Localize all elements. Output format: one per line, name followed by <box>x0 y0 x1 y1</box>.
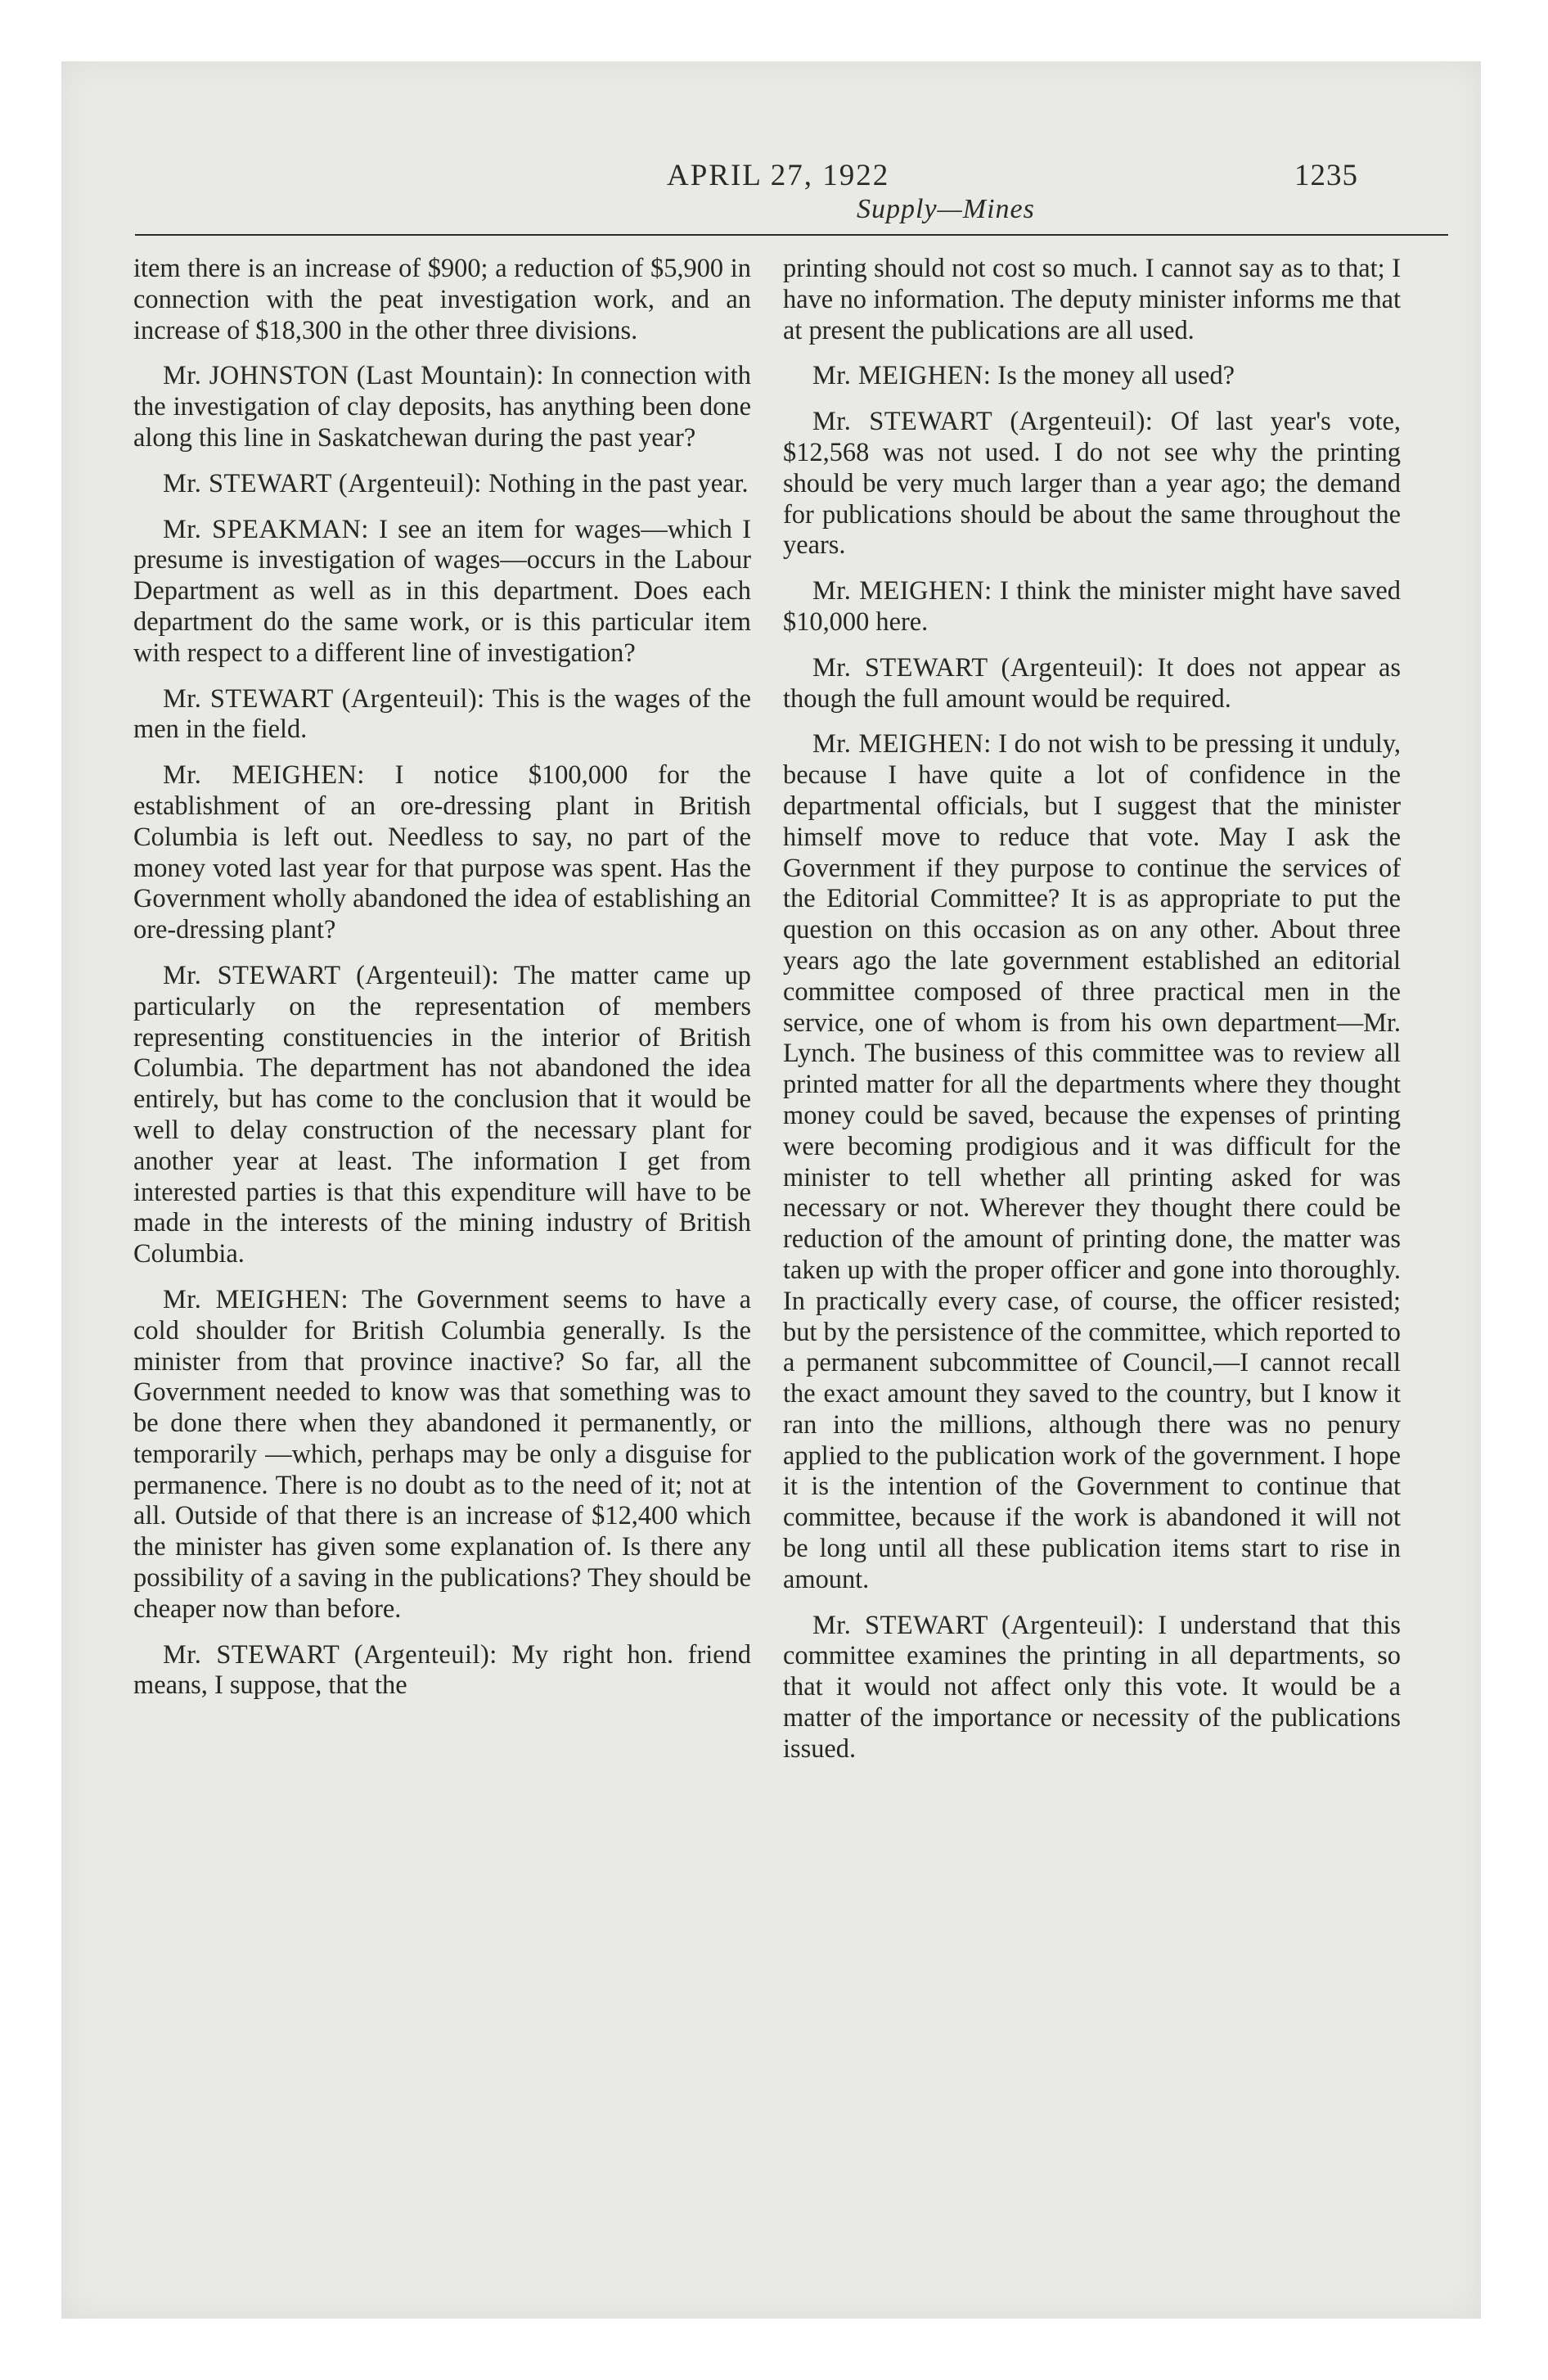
paragraph-text: It does not appear as though the full amount would be required. <box>783 652 1401 714</box>
speaker-name: Mr. STEWART (Argenteuil): <box>163 683 485 714</box>
speaker-name: Mr. MEIGHEN: <box>163 760 365 791</box>
paragraph <box>133 1640 751 1702</box>
paragraph <box>133 469 751 500</box>
paragraph-text: I notice $100,000 for the establishment of an ore-dressing plant in British Columbia is left out. Needless to say, no part of the money voted last year for that purpose was spent. Has the Government wholly abandoned the idea of establishing an ore-dressing plant? <box>133 760 751 945</box>
paragraph <box>783 407 1401 561</box>
right-column <box>783 254 1401 1780</box>
paragraph-text: printing should not cost so much. I cannot say as to that; I have no information. The deputy minister informs me that at present the publications are all used. <box>783 254 1401 345</box>
paragraph <box>783 254 1401 346</box>
left-column <box>133 254 751 1716</box>
paragraph <box>133 961 751 1270</box>
header-rule <box>135 234 1448 236</box>
speaker-name: Mr. MEIGHEN: <box>812 729 992 760</box>
speaker-name: Mr. STEWART (Argenteuil): <box>163 1639 497 1670</box>
paragraph-text: I understand that this committee examines the printing in all departments, so that it would not affect only this vote. It would be a matter of the importance or necessity of the publications issued. <box>783 1610 1401 1764</box>
paragraph <box>133 760 751 946</box>
paragraph <box>783 729 1401 1595</box>
page-number: 1235 <box>1294 159 1358 192</box>
header-date: APRIL 27, 1922 <box>667 159 890 192</box>
document-page <box>61 61 1481 2319</box>
speaker-name: Mr. JOHNSTON (Last Mountain): <box>163 361 544 391</box>
paragraph <box>133 684 751 746</box>
paragraph <box>783 653 1401 715</box>
paragraph-text: item there is an increase of $900; a reduction of $5,900 in connection with the peat investigation work, and an increase of $18,300 in the other three divisions. <box>133 254 751 345</box>
paragraph-text: My right hon. friend means, I suppose, that the <box>133 1639 751 1701</box>
paragraph <box>783 361 1401 392</box>
paragraph-text: This is the wages of the men in the field. <box>133 683 751 745</box>
speaker-name: Mr. STEWART (Argenteuil): <box>812 652 1145 683</box>
paragraph <box>133 1285 751 1625</box>
speaker-name: Mr. STEWART (Argenteuil): <box>812 407 1154 437</box>
speaker-name: Mr. SPEAKMAN: <box>163 514 369 544</box>
page-header <box>61 61 1481 241</box>
speaker-name: Mr. STEWART (Argenteuil): <box>812 1610 1145 1640</box>
paragraph-text: Is the money all used? <box>991 361 1235 391</box>
paragraph-text: In connection with the investigation of clay deposits, has anything been done along this line in Saskatchewan during the past year? <box>133 361 752 453</box>
speaker-name: Mr. MEIGHEN: <box>163 1284 349 1314</box>
paragraph <box>133 254 751 346</box>
paragraph-text: Nothing in the past year. <box>481 468 749 498</box>
speaker-name: Mr. STEWART (Argenteuil): <box>163 960 500 990</box>
paragraph-text: I do not wish to be pressing it unduly, because I have quite a lot of confidence in the departmental officials, but I suggest that the minister himself move to reduce that vote. May I ask the Government if they purpose to continue the services of the Editorial Committee? It is as appropriate to put the question on this occasion as on any other. About three years ago the late government established an editorial committee composed of three practical men in the service, one of whom is from his own department—Mr. Lynch. The business of this committee was to review all printed matter for all the departments where they thought money could be saved, because the expenses of printing were becoming prodigious and it was difficult for the minister to tell whether all printing asked for was necessary or not. Wherever they thought there could be reduction of the amount of printing done, the matter was taken up with the proper officer and gone into thoroughly. In practically every case, of course, the officer resisted; but by the persistence of the committee, which reported to a permanent subcommittee of Council,—I cannot recall the exact amount they saved to the country, but I know it ran into the millions, although there was no penury applied to the publication work of the government. I hope it is the intention of the Government to continue that committee, because if the work is abandoned it will not be long until all these publication items start to rise in amount. <box>783 729 1401 1594</box>
paragraph-text: The matter came up particularly on the representation of members representing constituencies in the interior of British Columbia. The department has not abandoned the idea entirely, but has come to the conclusion that it would be well to delay construction of the necessary plant for another year at least. The information I get from interested parties is that this expenditure will have to be made in the interests of the mining industry of British Columbia. <box>133 960 751 1269</box>
paragraph <box>783 1611 1401 1765</box>
paragraph-text: I see an item for wages—which I presume is investigation of wages—occurs in the Labour Department as well as in this department. Does each department do the same work, or is this particular item with respect to a different line of investigation? <box>133 514 751 668</box>
paragraph <box>133 361 751 453</box>
paragraph-text: The Government seems to have a cold shoulder for British Columbia generally. Is the minister from that province inactive? So far, all the Government needed to know was that something was to be done there when they abandoned it permanently, or temporarily —which, perhaps may be only a disguise for permanence. There is no doubt as to the need of it; not at all. Outside of that there is an increase of $12,400 which the minister has given some explanation of. Is there any possibility of a saving in the publications? They should be cheaper now than before. <box>133 1284 752 1624</box>
paragraph-text: I think the minister might have saved $10,000 here. <box>783 576 1402 637</box>
speaker-name: Mr. STEWART (Argenteuil): <box>163 468 482 498</box>
paragraph-text: Of last year's vote, $12,568 was not used. I do not see why the printing should be very much larger than a year ago; the demand for publications should be about the same throughout the years. <box>783 407 1401 561</box>
paragraph <box>133 515 751 669</box>
header-subtitle: Supply—Mines <box>857 194 1035 224</box>
speaker-name: Mr. MEIGHEN: <box>812 576 992 606</box>
paragraph <box>783 576 1401 638</box>
speaker-name: Mr. MEIGHEN: <box>812 361 992 391</box>
